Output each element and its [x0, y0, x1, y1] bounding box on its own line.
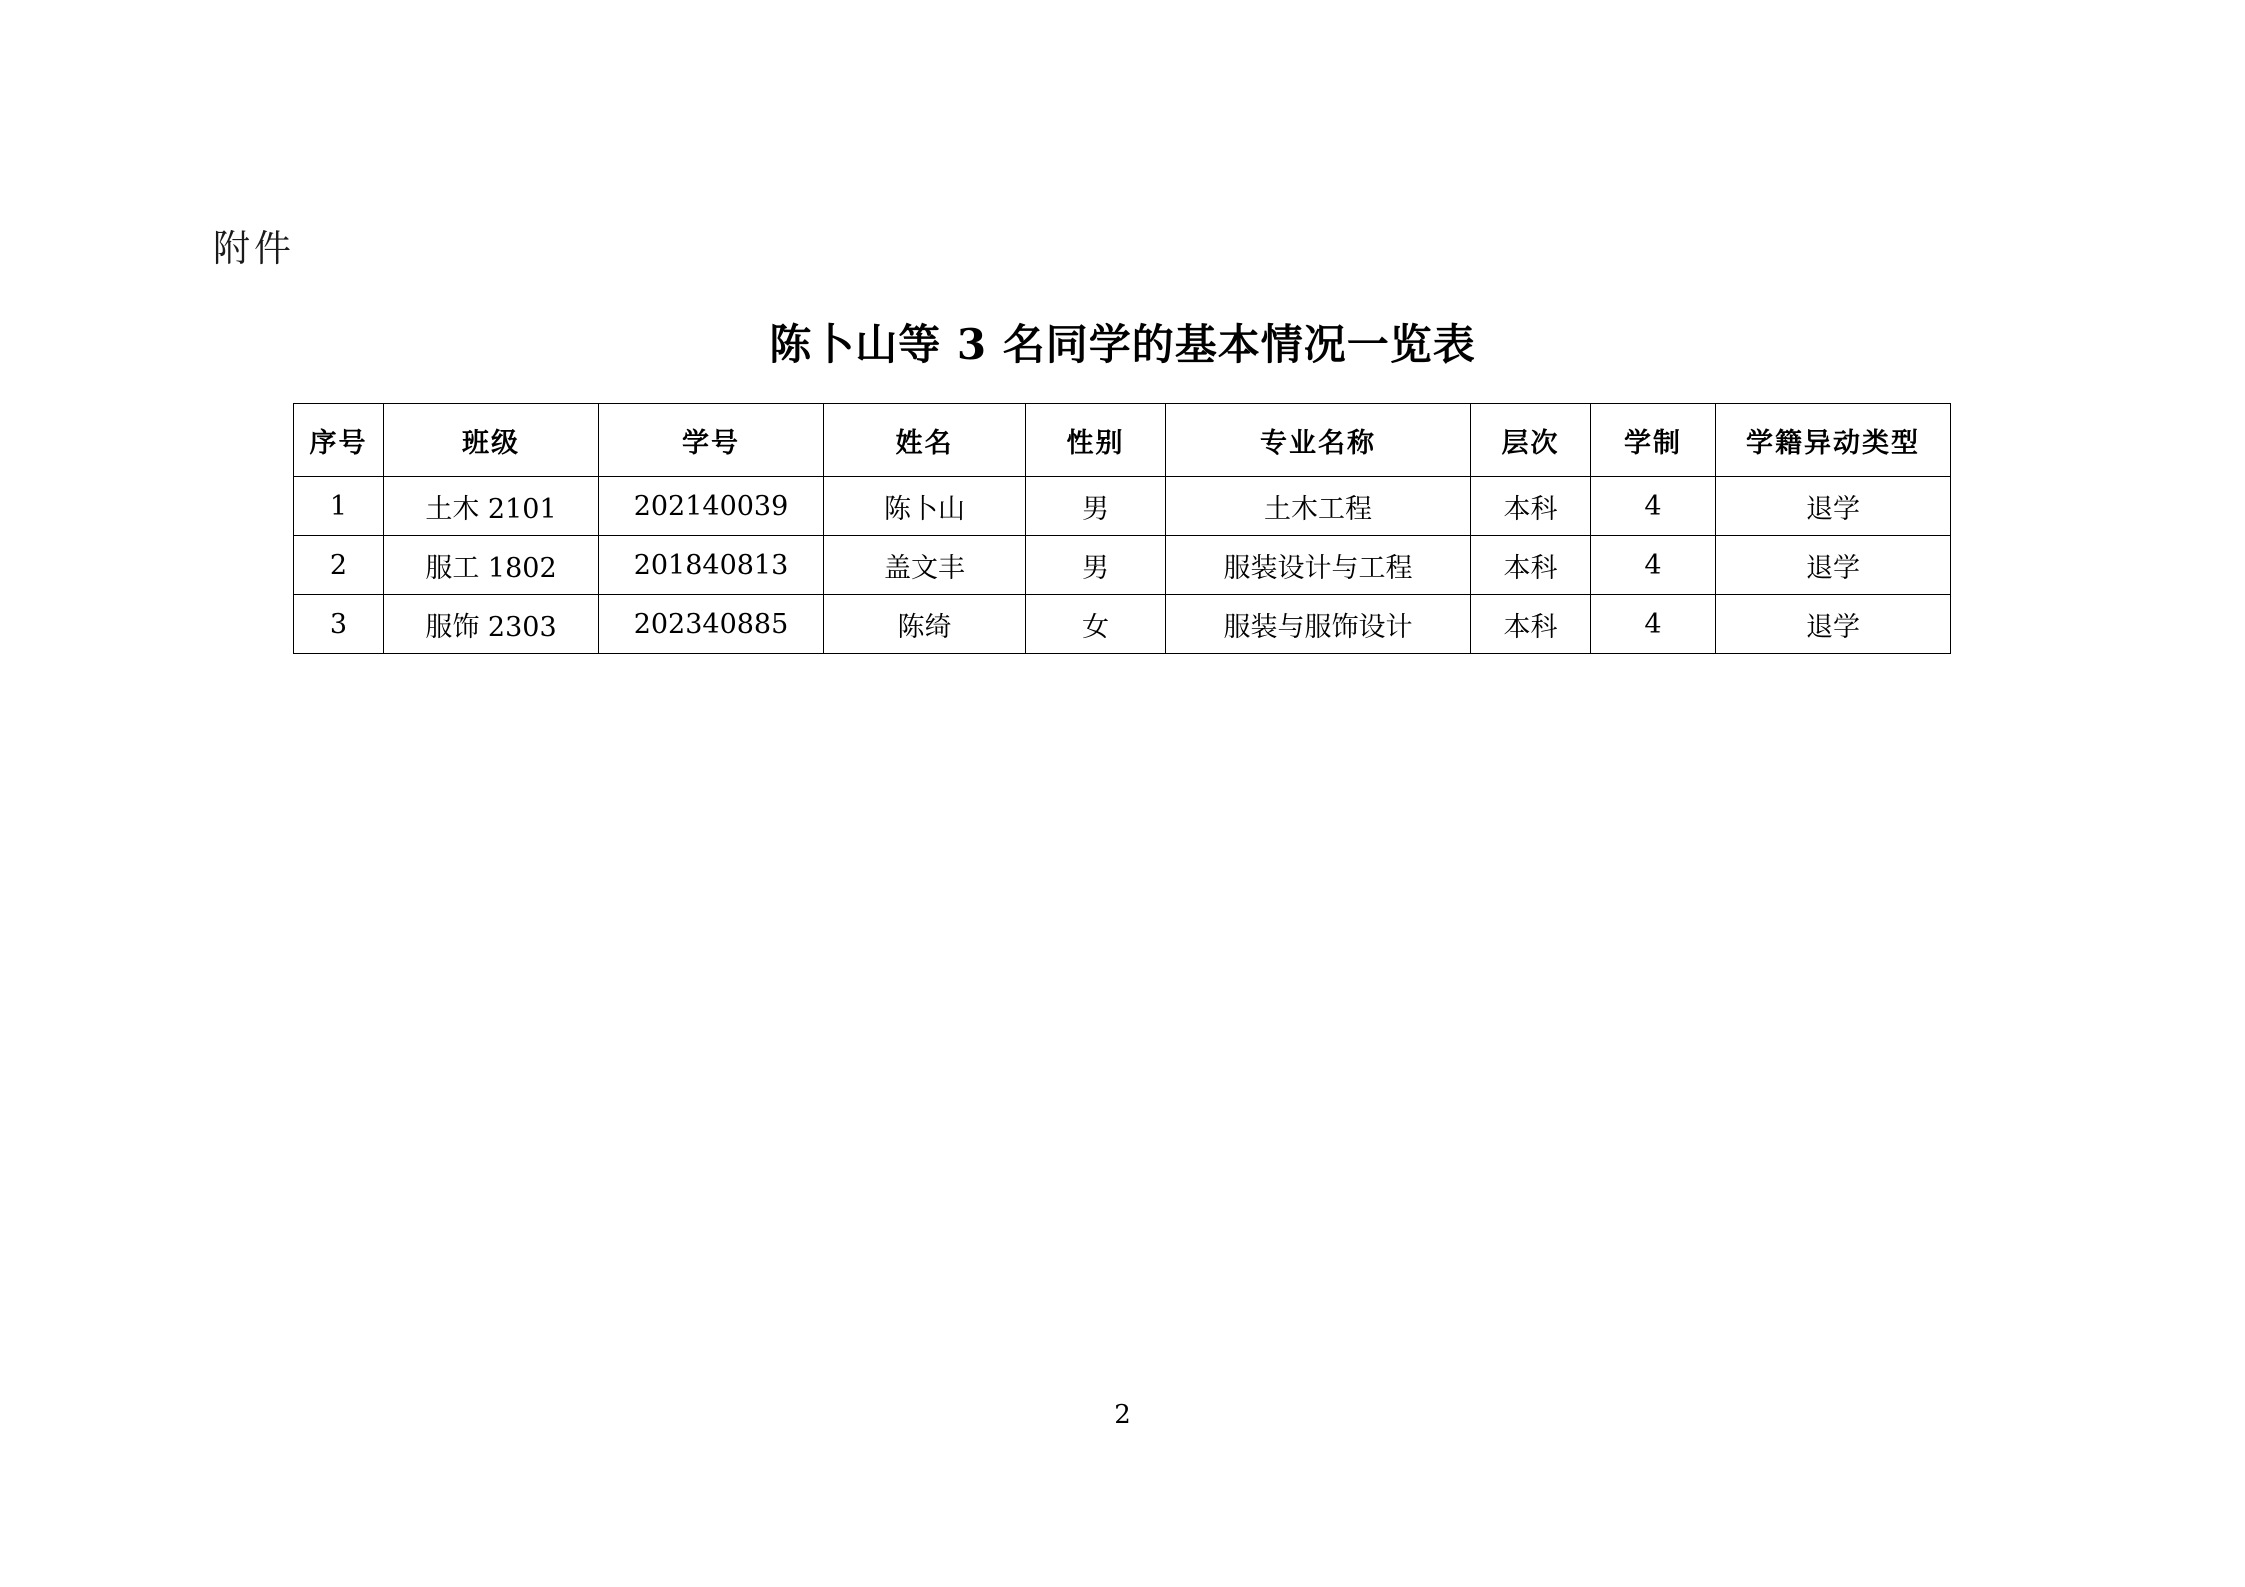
column-header-gender: 性别	[1026, 404, 1166, 477]
cell-level: 本科	[1471, 477, 1591, 536]
cell-class: 服饰 2303	[384, 595, 599, 654]
cell-name: 盖文丰	[824, 536, 1026, 595]
cell-name: 陈卜山	[824, 477, 1026, 536]
column-header-student-id: 学号	[599, 404, 824, 477]
column-header-duration: 学制	[1591, 404, 1716, 477]
cell-gender: 女	[1026, 595, 1166, 654]
column-header-class: 班级	[384, 404, 599, 477]
table-header-row	[294, 404, 1951, 477]
attachment-label: 附件	[213, 227, 295, 270]
cell-gender: 男	[1026, 536, 1166, 595]
table-row	[294, 595, 1951, 654]
page-title: 陈卜山等 3 名同学的基本情况一览表	[769, 320, 1476, 369]
cell-major: 服装与服饰设计	[1166, 595, 1471, 654]
cell-student-id: 201840813	[599, 536, 824, 595]
column-header-major: 专业名称	[1166, 404, 1471, 477]
cell-index: 2	[294, 536, 384, 595]
student-info-table	[293, 403, 1951, 654]
cell-change-type: 退学	[1716, 477, 1951, 536]
cell-student-id: 202340885	[599, 595, 824, 654]
cell-index: 3	[294, 595, 384, 654]
cell-duration: 4	[1591, 477, 1716, 536]
table-row	[294, 477, 1951, 536]
cell-duration: 4	[1591, 536, 1716, 595]
cell-class: 服工 1802	[384, 536, 599, 595]
cell-name: 陈绮	[824, 595, 1026, 654]
cell-change-type: 退学	[1716, 595, 1951, 654]
cell-level: 本科	[1471, 595, 1591, 654]
cell-duration: 4	[1591, 595, 1716, 654]
column-header-name: 姓名	[824, 404, 1026, 477]
cell-major: 服装设计与工程	[1166, 536, 1471, 595]
cell-major: 土木工程	[1166, 477, 1471, 536]
column-header-level: 层次	[1471, 404, 1591, 477]
cell-gender: 男	[1026, 477, 1166, 536]
column-header-change-type: 学籍异动类型	[1716, 404, 1951, 477]
cell-class: 土木 2101	[384, 477, 599, 536]
cell-index: 1	[294, 477, 384, 536]
cell-student-id: 202140039	[599, 477, 824, 536]
cell-change-type: 退学	[1716, 536, 1951, 595]
cell-level: 本科	[1471, 536, 1591, 595]
student-info-table-wrapper	[293, 403, 1950, 654]
page-number: 2	[1114, 1400, 1131, 1430]
column-header-index: 序号	[294, 404, 384, 477]
table-row	[294, 536, 1951, 595]
